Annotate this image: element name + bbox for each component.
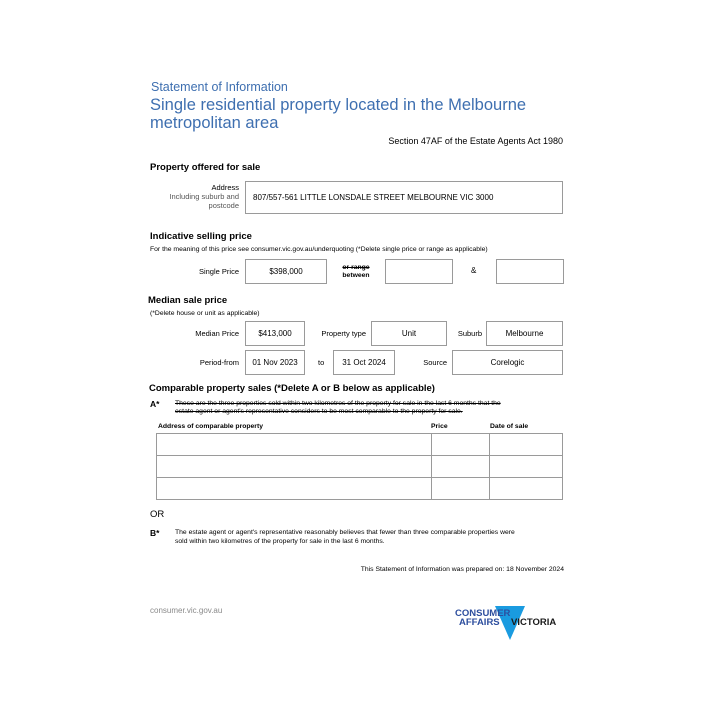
table-cell[interactable] <box>490 478 563 500</box>
consumer-affairs-logo <box>455 606 567 640</box>
option-b-text-2: sold within two kilometres of the property for sale in the last 6 months. <box>175 538 385 545</box>
logo-line-victoria: VICTORIA <box>511 617 557 628</box>
col-date-header: Date of sale <box>490 423 529 430</box>
table-cell[interactable] <box>490 434 563 456</box>
prepared-date: This Statement of Information was prepared on: 18 November 2024 <box>360 566 564 573</box>
table-row <box>157 456 563 478</box>
period-to-label: to <box>318 358 325 367</box>
range-ampersand: & <box>471 266 477 275</box>
table-row <box>157 434 563 456</box>
single-price-value: $398,000 <box>269 267 303 276</box>
section-reference: Section 47AF of the Estate Agents Act 1980 <box>388 136 563 146</box>
table-cell[interactable] <box>432 434 490 456</box>
table-row <box>157 478 563 500</box>
source-value: Corelogic <box>490 358 525 367</box>
property-type-field[interactable] <box>371 321 447 346</box>
median-note: (*Delete house or unit as applicable) <box>150 310 260 317</box>
logo-line-consumer: CONSUMER <box>455 608 511 619</box>
property-type-label: Property type <box>321 329 366 338</box>
indicative-heading: Indicative selling price <box>150 231 252 242</box>
period-from-label: Period-from <box>199 358 239 367</box>
logo-line-affairs: AFFAIRS <box>459 617 500 628</box>
range-high-field[interactable] <box>496 259 564 284</box>
table-cell[interactable] <box>157 456 432 478</box>
option-a-text-2: estate agent or agent's representative considers to be most comparable to the property for sale. <box>175 408 463 415</box>
document-title: Single residential property located in the Melbourne metropolitan area <box>150 96 527 132</box>
source-label: Source <box>423 358 447 367</box>
document-subtitle: Statement of Information <box>151 80 288 94</box>
period-from-field[interactable] <box>245 350 305 375</box>
table-cell[interactable] <box>432 456 490 478</box>
range-label: or range <box>342 264 370 271</box>
period-to-field[interactable] <box>333 350 395 375</box>
table-cell[interactable] <box>490 456 563 478</box>
property-type-value: Unit <box>401 329 417 338</box>
median-price-value: $413,000 <box>258 329 292 338</box>
single-price-label: Single Price <box>198 267 239 276</box>
address-sublabel: Including suburb and <box>169 192 239 201</box>
comparable-heading: Comparable property sales (*Delete A or B below as applicable) <box>149 383 435 394</box>
source-field[interactable] <box>452 350 563 375</box>
median-heading: Median sale price <box>148 295 228 306</box>
suburb-field[interactable] <box>486 321 563 346</box>
col-price-header: Price <box>431 423 448 430</box>
address-value: 807/557-561 LITTLE LONSDALE STREET MELBOURNE VIC 3000 <box>253 193 494 202</box>
suburb-value: Melbourne <box>505 329 544 338</box>
option-a-marker: A* <box>150 399 160 409</box>
property-heading: Property offered for sale <box>150 162 261 173</box>
address-label: Address <box>211 183 239 192</box>
col-address-header: Address of comparable property <box>158 423 263 430</box>
period-from-value: 01 Nov 2023 <box>252 358 298 367</box>
option-b-text: The estate agent or agent's representative reasonably believes that fewer than three comparable properties were <box>175 529 515 536</box>
indicative-note: For the meaning of this price see consumer.vic.gov.au/underquoting (*Delete single price or range as applicable) <box>150 246 488 253</box>
comparable-table <box>156 433 563 500</box>
address-sublabel-postcode: postcode <box>208 201 239 210</box>
option-a-text: These are the three properties sold within two kilometres of the property for sale in the last 6 months that the <box>175 400 501 407</box>
range-low-field[interactable] <box>385 259 453 284</box>
range-between-label: between <box>342 272 370 279</box>
table-cell[interactable] <box>157 478 432 500</box>
median-price-label: Median Price <box>195 329 239 338</box>
or-label: OR <box>150 509 165 520</box>
table-cell[interactable] <box>432 478 490 500</box>
table-cell[interactable] <box>157 434 432 456</box>
address-field[interactable] <box>245 181 563 214</box>
single-price-field[interactable] <box>245 259 327 284</box>
suburb-label: Suburb <box>457 329 482 338</box>
option-b-marker: B* <box>150 528 160 538</box>
website-link[interactable]: consumer.vic.gov.au <box>150 606 223 615</box>
period-to-value: 31 Oct 2024 <box>342 358 386 367</box>
median-price-field[interactable] <box>245 321 305 346</box>
